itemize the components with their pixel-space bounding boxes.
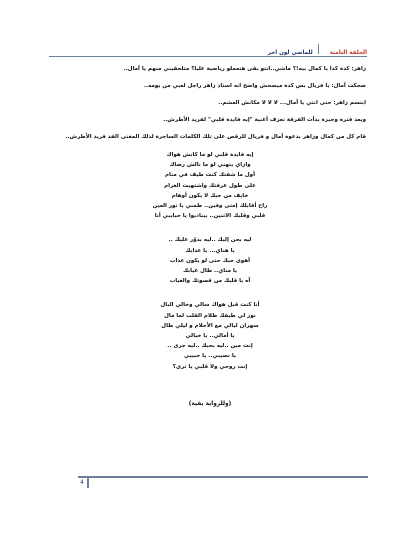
lyric-line: خايف من حبك لا يكون أوهام bbox=[171, 192, 249, 199]
lyric-line: نور لي طيفك ظلام القلب لما مال bbox=[164, 312, 256, 319]
lyric-line: أنا كنت قبل هواك سالي وخالي البال bbox=[160, 302, 260, 309]
lyric-line: آه يا قلبك من قسوتك والغياب bbox=[169, 278, 251, 285]
page-header bbox=[49, 42, 367, 57]
lyric-line: يا نصيبي.. يا حبيبي bbox=[184, 353, 236, 360]
lyric-line: وازاي يتهني لو ما نالش رضاك bbox=[169, 162, 251, 169]
song-lyrics bbox=[54, 150, 366, 372]
footer-divider bbox=[78, 476, 368, 478]
stanza bbox=[54, 235, 366, 286]
chapter-label: الحلقة الثامنة bbox=[329, 50, 367, 56]
lyric-line: ليه بحن إليك ..ليه بدوّر عليك .. bbox=[168, 237, 252, 244]
stanza bbox=[54, 150, 366, 221]
paragraph: ابتسم زاهر: حتى انتي يا آمال... لا لا لا مكانش العشم.. bbox=[218, 100, 366, 106]
to-be-continued: (وللرواية بقية) bbox=[188, 401, 232, 407]
paragraph: قام كل من كمال وزاهر بدعوة آمال و فريال للرقص على تلك الكلمات الساحرة لذلك المغنى الفذ فريد الأطرش.. bbox=[65, 134, 366, 140]
paragraph: ضحكت آمال: يا فريال بس كدة ميصحش واضح انه استاذ زاهر راجل لعبي من يومه.. bbox=[143, 83, 366, 89]
book-title: للماضي لون اخر bbox=[267, 50, 313, 56]
paragraph: زاهر: كدة كدا يا كمال بيه!؟ ماشي..انتو بقى هتعملو رياضية عليا؟ متلحقيني منهم يا آمال.. bbox=[123, 66, 366, 72]
lyric-line: يا مناي.. طال غيابك bbox=[182, 268, 238, 275]
lyric-line: على طول عرفتك واشتهيت الغرام bbox=[164, 182, 256, 189]
stanza bbox=[54, 300, 366, 371]
header-divider bbox=[318, 44, 319, 54]
lyric-line: إنت روحي ولا قلبي يا ترى؟ bbox=[172, 363, 248, 370]
page-body bbox=[54, 65, 366, 386]
lyric-line: أول ما شفتك كنت طيف في منام bbox=[165, 172, 255, 179]
lyric-line: يا هناي... يا عذابك bbox=[185, 247, 235, 254]
lyric-line: إيه فايدة قلبي لو ما كانش هواك bbox=[166, 152, 254, 158]
lyric-line: يا أمالي.. يا خيالي bbox=[185, 333, 235, 340]
lyric-line: قلبي وقلبك الاتنين.. بيناديوا يا حبايبي أنا bbox=[154, 213, 266, 220]
lyric-line: سهران ليالي مع الأحلام و ليلي طال bbox=[161, 322, 259, 329]
lyric-line: أهوى حبك حتى لو يكون عذاب bbox=[169, 257, 251, 264]
page-number: 4 bbox=[80, 479, 84, 486]
lyric-line: إنت مين ..ليه بحبك ..ليه جرى .. bbox=[167, 343, 253, 350]
paragraph: وبعد فترة وجيزة بدأت الفرقة تعزف أغنية "إيه فايدة قلبي" لفريد الأطرش.. bbox=[163, 117, 366, 123]
footer-tick bbox=[87, 477, 89, 488]
lyric-line: راح أقابلك إمتى وفين.. طمني يا نور العين bbox=[152, 203, 268, 210]
